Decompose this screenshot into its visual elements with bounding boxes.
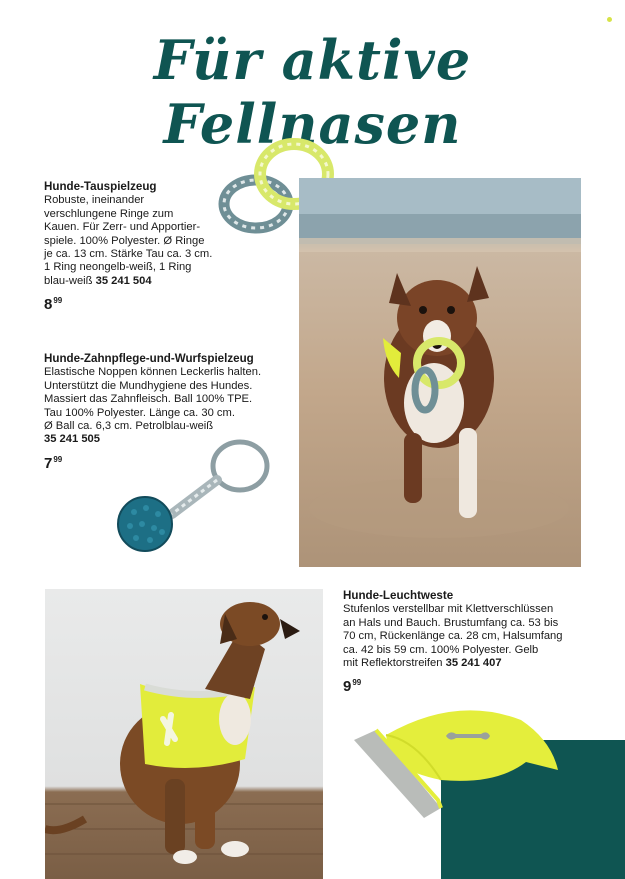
dog-on-beach-photo [299,178,581,567]
dog-with-vest-photo [45,589,323,879]
product-price: $8^{99}$ [44,296,63,314]
product-title: Hunde-Zahnpflege-und-Wurfspielzeug [44,352,254,365]
product-price: $7^{99}$ [44,454,63,472]
product-title: Hunde-Tauspielzeug [44,180,157,193]
product-title: Hunde-Leuchtweste [343,589,454,602]
product-description: Stufenlos verstellbar mit Klettverschlüssen an Hals und Bauch. Brustumfang ca. 53 bis 70 cm, Rückenlänge ca. 28 cm, Halsumfang ca. 42 bis 59 cm. 100% Polyester. Gelb mit Reflektorstreifen 35 241 407 [343,603,563,670]
dog-photo-illustration [299,178,581,567]
product-block-safety-vest [343,589,583,695]
article-number: 35 241 505 [44,433,100,446]
article-number: 35 241 504 [95,274,152,287]
product-description: Robuste, ineinander verschlungene Ringe zum Kauen. Für Zerr- und Apportier- spiele. 100% Polyester. Ø Ringe je ca. 13 cm. Stärke Tau ca. 3 cm. 1 Ring neongelb-weiß, 1 Ring blau-weiß 35 241 504 [44,194,213,287]
article-number: 35 241 407 [445,657,502,670]
dog-vest-illustration [45,589,323,879]
page-headline: Für aktive Fellnasen [153,28,472,156]
dog-vest-product-image [346,700,564,825]
decorative-dot [607,17,612,22]
product-description: Elastische Noppen können Leckerlis halten. Unterstützt die Mundhygiene des Hundes. Massiert das Zahnfleisch. Ball 100% TPE. Tau 100% Polyester. Länge ca. 30 cm. Ø Ball ca. 6,3 cm. Petrolblau-weiß [44,366,262,433]
rope-ball-toy-image [112,432,277,557]
product-price: $9^{99}$ [343,678,362,696]
